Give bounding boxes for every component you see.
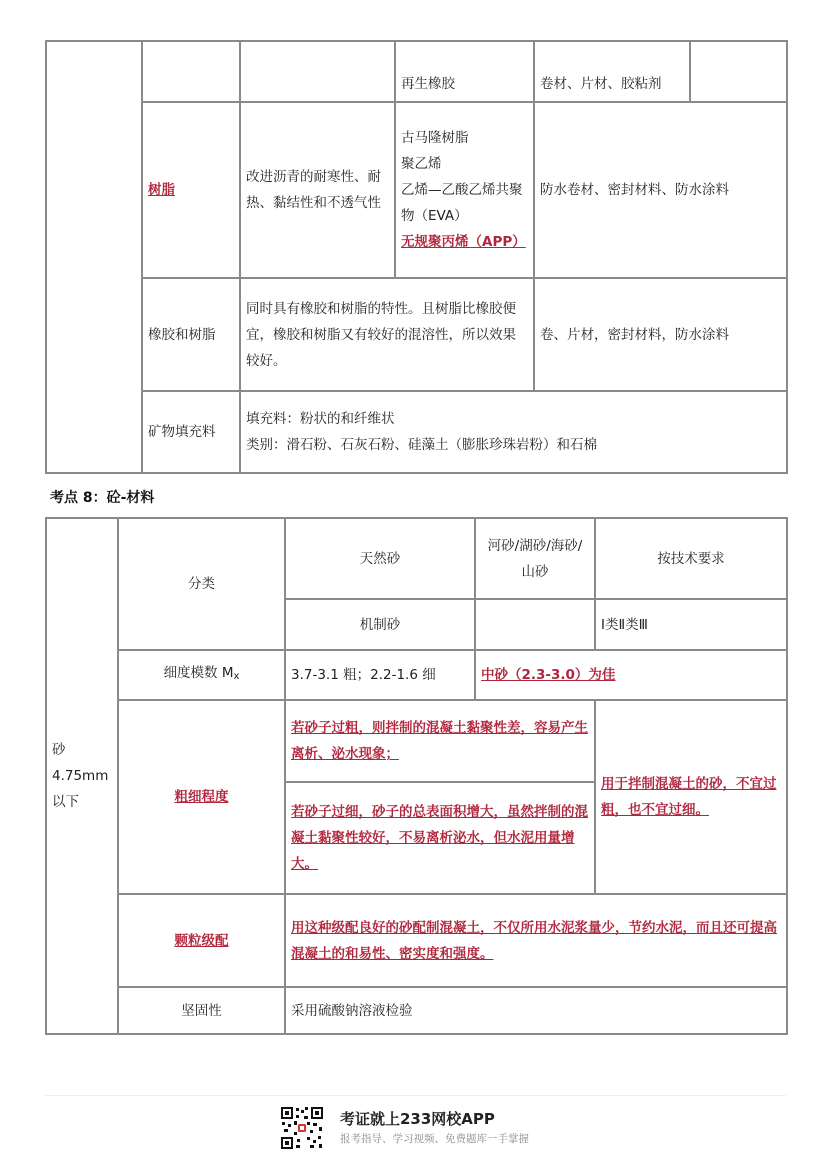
mineral-category-cell: 矿物填充料 (142, 391, 240, 473)
manufactured-sand-cell: 机制砂 (285, 599, 475, 650)
mineral-desc-cell (240, 391, 787, 473)
footer-subtitle: 报考指导、学习视频、免费题库一手掌握 (340, 1133, 529, 1145)
rubber-resin-effect-cell: 同时具有橡胶和树脂的特性。且树脂比橡胶便宜，橡胶和树脂又有较好的混溶性，所以效果较好。 (240, 278, 534, 391)
medium-sand-link[interactable]: 中砂（2.3-3.0）为佳 (481, 667, 616, 683)
grading-text[interactable]: 用这种级配良好的砂配制混凝土，不仅所用水泥浆量少，节约水泥，而且还可提高混凝土的和易性、密实度和强度。 (291, 919, 777, 962)
coarseness-link[interactable]: 粗细程度 (174, 789, 229, 805)
coarseness-label-cell (118, 700, 285, 894)
too-coarse-cell (285, 700, 595, 782)
grading-label-cell (118, 894, 285, 987)
resin-effect-cell: 改进沥青的耐寒性、耐热、黏结性和不透气性 (240, 102, 395, 278)
natural-types-cell: 河砂/湖砂/海砂/山砂 (475, 518, 595, 599)
empty-cell (240, 41, 395, 102)
footer-title: 考证就上233网校APP (340, 1110, 495, 1128)
resin-link[interactable]: 树脂 (148, 182, 175, 198)
fineness-ranges-cell: 3.7-3.1 粗；2.2-1.6 细 (285, 650, 475, 700)
app-link[interactable]: 无规聚丙烯（APP） (401, 234, 526, 250)
footer (280, 1106, 580, 1150)
soundness-text-cell: 采用硫酸钠溶液检验 (285, 987, 787, 1034)
natural-sand-cell: 天然砂 (285, 518, 475, 599)
fineness-subscript: x (233, 671, 240, 682)
recycled-rubber-cell: 再生橡胶 (395, 41, 534, 102)
resin-category-cell (142, 102, 240, 278)
mineral-line-2: 类别：滑石粉、石灰石粉、硅藻土（膨胀珍珠岩粉）和石棉 (246, 437, 597, 453)
rubber-resin-use-cell: 卷、片材，密封材料，防水涂料 (534, 278, 787, 391)
resin-material-3: 乙烯—乙酸乙烯共聚物（EVA） (401, 182, 523, 224)
fineness-label-cell (118, 650, 285, 700)
mineral-line-1: 填充料：粉状的和纤维状 (246, 411, 395, 427)
resin-material-1: 古马隆树脂 (401, 130, 469, 146)
sand-material-table (45, 517, 788, 1035)
empty-cell (690, 41, 787, 102)
fineness-label: 细度模数 M (163, 665, 234, 681)
too-fine-cell (285, 782, 595, 894)
empty-cell (475, 599, 595, 650)
footer-divider (45, 1095, 786, 1096)
coarseness-advice-text[interactable]: 用于拌制混凝土的砂，不宜过粗，也不宜过细。 (601, 776, 777, 818)
by-tech-cell: 按技术要求 (595, 518, 787, 599)
empty-cell (142, 41, 240, 102)
sand-group-cell: 砂 4.75mm 以下 (46, 518, 118, 1034)
section-title: 考点 8：砼-材料 (50, 490, 155, 506)
too-coarse-text[interactable]: 若砂子过粗，则拌制的混凝土黏聚性差，容易产生离析、泌水现象； (291, 720, 588, 762)
coarseness-advice-cell (595, 700, 787, 894)
fineness-best-cell (475, 650, 787, 700)
resin-material-2: 聚乙烯 (401, 156, 442, 172)
rubber-resin-category-cell: 橡胶和树脂 (142, 278, 240, 391)
resin-use-cell: 防水卷材、密封材料、防水涂料 (534, 102, 787, 278)
soundness-label-cell: 坚固性 (118, 987, 285, 1034)
sand-classes-cell: Ⅰ类Ⅱ类Ⅲ (595, 599, 787, 650)
resin-materials-cell (395, 102, 534, 278)
asphalt-modifier-table (45, 40, 788, 474)
classification-label: 分类 (118, 518, 285, 650)
qr-code-icon[interactable] (280, 1106, 324, 1150)
too-fine-text[interactable]: 若砂子过细，砂子的总表面积增大，虽然拌制的混凝土黏聚性较好，不易离析泌水，但水泥用量增大。 (291, 804, 588, 872)
merged-left-cell (46, 41, 142, 473)
grading-link[interactable]: 颗粒级配 (174, 932, 229, 949)
grading-text-cell (285, 894, 787, 987)
recycled-rubber-use-cell: 卷材、片材、胶粘剂 (534, 41, 690, 102)
